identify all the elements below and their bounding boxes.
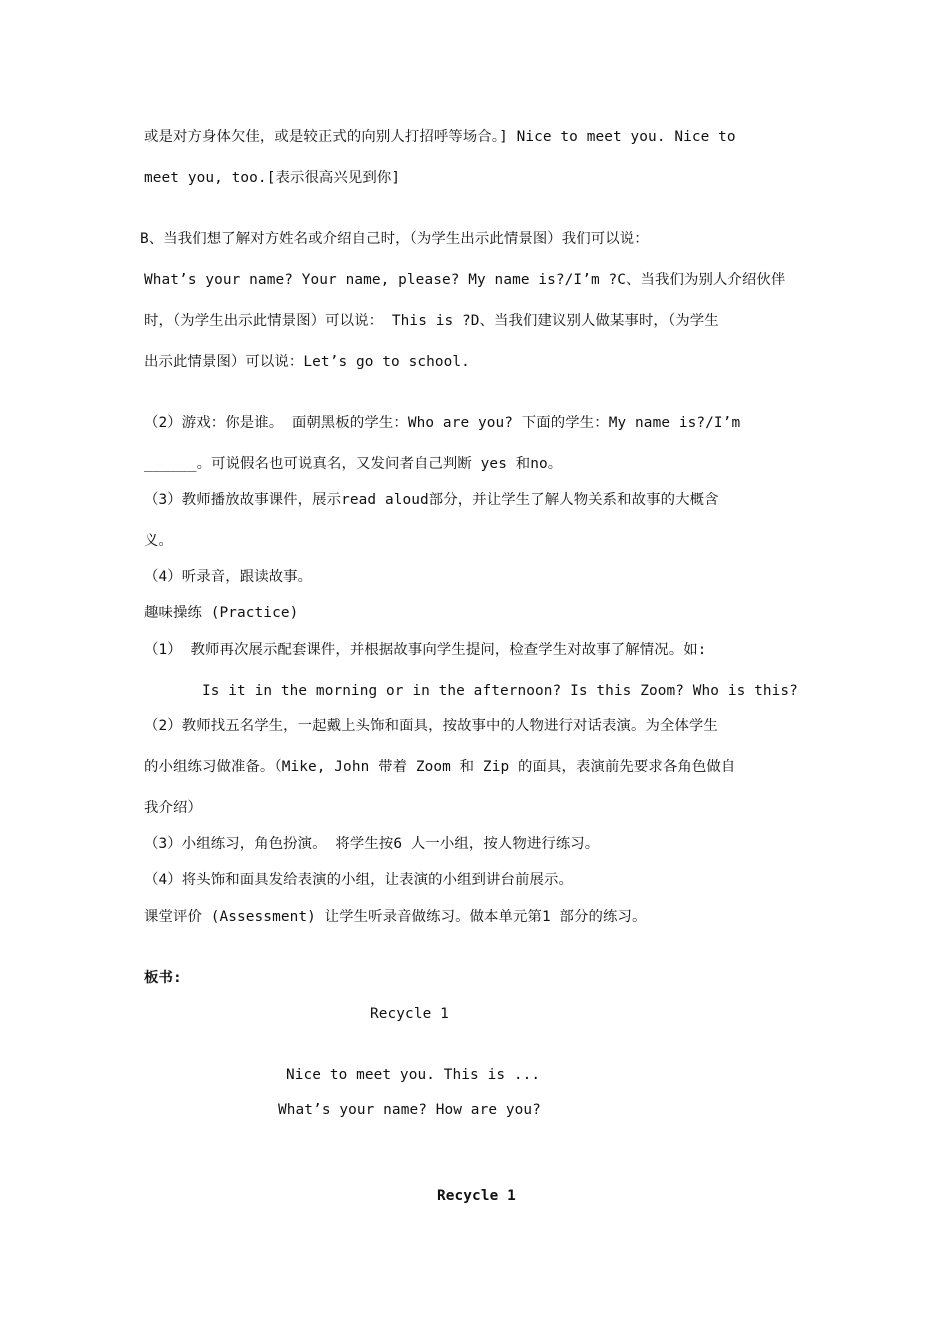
text-line: B、当我们想了解对方姓名或介绍自己时，（为学生出示此情景图）我们可以说： <box>140 231 649 247</box>
text-line: （1） 教师再次展示配套课件，并根据故事向学生提问，检查学生对故事了解情况。如: <box>144 642 707 658</box>
section-heading-practice: 趣味操练 (Practice) <box>144 605 299 621</box>
text-line: Is it in the morning or in the afternoon? Is this Zoom? Who is this? <box>202 683 798 699</box>
text-line: （3）教师播放故事课件，展示read aloud部分，并让学生了解人物关系和故事的大概含 <box>144 492 719 508</box>
text-line: （2）游戏：你是谁。 面朝黑板的学生：Who are you? 下面的学生：My name is?/I’m <box>144 415 741 431</box>
board-title: Recycle 1 <box>370 1006 449 1022</box>
board-heading: 板书: <box>144 970 182 986</box>
text-line: ______。可说假名也可说真名，又发问者自己判断 yes 和no。 <box>144 456 563 472</box>
text-line: 我介绍） <box>144 800 202 816</box>
text-line: （2）教师找五名学生，一起戴上头饰和面具，按故事中的人物进行对话表演。为全体学生 <box>144 718 718 734</box>
section-heading-assessment: 课堂评价 (Assessment) 让学生听录音做练习。做本单元第1 部分的练习。 <box>144 909 647 925</box>
text-line: 或是对方身体欠佳，或是较正式的向别人打招呼等场合。] Nice to meet you. Nice to <box>144 129 736 145</box>
text-line: meet you, too.[表示很高兴见到你] <box>144 170 401 186</box>
text-line: 的小组练习做准备。（Mike, John 带着 Zoom 和 Zip 的面具，表演前先要求各角色做自 <box>144 759 736 775</box>
board-line: Nice to meet you. This is ... <box>286 1067 541 1083</box>
text-line: 义。 <box>144 533 173 549</box>
text-line: （4）将头饰和面具发给表演的小组，让表演的小组到讲台前展示。 <box>144 872 573 888</box>
footer-title: Recycle 1 <box>437 1188 516 1204</box>
text-line: 时，（为学生出示此情景图）可以说： This is ?D、当我们建议别人做某事时，（为学生 <box>144 313 719 329</box>
text-line: （3）小组练习，角色扮演。 将学生按6 人一小组，按人物进行练习。 <box>144 836 600 852</box>
text-line: 出示此情景图）可以说：Let’s go to school. <box>144 354 470 370</box>
board-line: What’s your name? How are you? <box>278 1102 541 1118</box>
text-line: What’s your name? Your name, please? My name is?/I’m ?C、当我们为别人介绍伙伴 <box>144 272 786 288</box>
text-line: （4）听录音，跟读故事。 <box>144 569 313 585</box>
